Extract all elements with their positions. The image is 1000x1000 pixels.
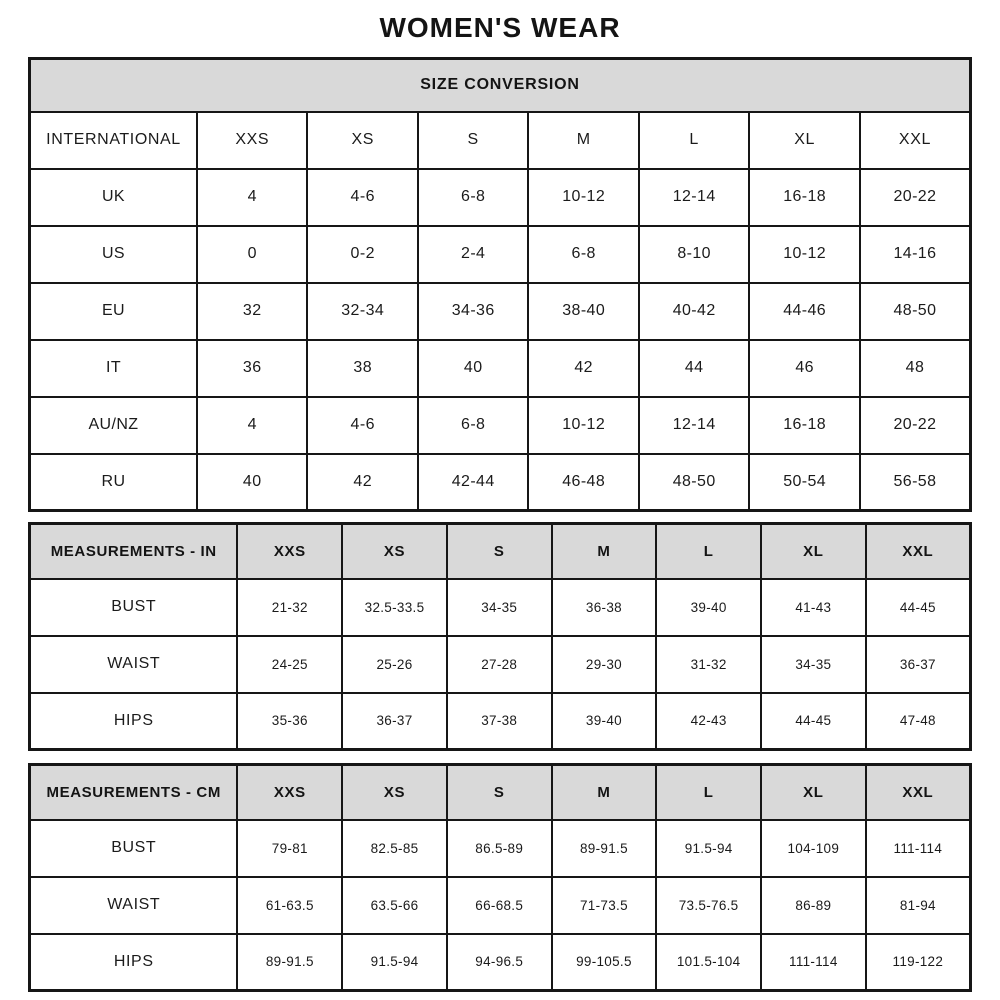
value-cell: 44-45: [866, 579, 971, 636]
value-cell: 66-68.5: [447, 877, 552, 934]
measurements-inches-table: [28, 522, 972, 751]
value-cell: 81-94: [866, 877, 971, 934]
value-cell: 20-22: [860, 169, 971, 226]
value-cell: 48: [860, 340, 971, 397]
row-label: RU: [30, 454, 197, 511]
value-cell: 38: [307, 340, 417, 397]
table-row: [30, 397, 971, 454]
size-column-header: S: [418, 112, 528, 169]
value-cell: 42-44: [418, 454, 528, 511]
value-cell: 44-45: [761, 693, 866, 750]
value-cell: 12-14: [639, 397, 749, 454]
value-cell: 39-40: [552, 693, 657, 750]
value-cell: 0: [197, 226, 307, 283]
value-cell: 111-114: [866, 820, 971, 877]
value-cell: 21-32: [237, 579, 342, 636]
size-column-header: XS: [307, 112, 417, 169]
value-cell: 32.5-33.5: [342, 579, 447, 636]
row-label: IT: [30, 340, 197, 397]
value-cell: 36-38: [552, 579, 657, 636]
value-cell: 4: [197, 169, 307, 226]
value-cell: 89-91.5: [552, 820, 657, 877]
size-column-header: XL: [761, 524, 866, 579]
table-header-row: [30, 524, 971, 579]
size-column-header: XXL: [860, 112, 971, 169]
row-label: WAIST: [30, 636, 238, 693]
value-cell: 27-28: [447, 636, 552, 693]
size-column-header: L: [656, 765, 761, 820]
size-column-header: L: [639, 112, 749, 169]
value-cell: 10-12: [528, 169, 638, 226]
value-cell: 16-18: [749, 169, 859, 226]
size-column-header: XXL: [866, 524, 971, 579]
row-label: US: [30, 226, 197, 283]
table-row: [30, 169, 971, 226]
row-label: HIPS: [30, 693, 238, 750]
value-cell: 101.5-104: [656, 934, 761, 991]
table-row: [30, 693, 971, 750]
row-label: AU/NZ: [30, 397, 197, 454]
value-cell: 37-38: [447, 693, 552, 750]
value-cell: 48-50: [860, 283, 971, 340]
value-cell: 34-35: [447, 579, 552, 636]
row-label: HIPS: [30, 934, 238, 991]
row-label-header: MEASUREMENTS - CM: [30, 765, 238, 820]
size-column-header: XL: [749, 112, 859, 169]
page-title: WOMEN'S WEAR: [379, 12, 621, 43]
table-row: [30, 454, 971, 511]
value-cell: 61-63.5: [237, 877, 342, 934]
value-cell: 63.5-66: [342, 877, 447, 934]
value-cell: 50-54: [749, 454, 859, 511]
table-row: [30, 340, 971, 397]
value-cell: 104-109: [761, 820, 866, 877]
value-cell: 42-43: [656, 693, 761, 750]
value-cell: 56-58: [860, 454, 971, 511]
row-label: WAIST: [30, 877, 238, 934]
value-cell: 42: [528, 340, 638, 397]
value-cell: 14-16: [860, 226, 971, 283]
table-row: [30, 934, 971, 991]
size-column-header: XXS: [237, 524, 342, 579]
value-cell: 82.5-85: [342, 820, 447, 877]
size-column-header: XL: [761, 765, 866, 820]
size-column-header: XXS: [197, 112, 307, 169]
value-cell: 73.5-76.5: [656, 877, 761, 934]
row-label-header: MEASUREMENTS - IN: [30, 524, 238, 579]
table-title-row: [30, 59, 971, 112]
row-label: UK: [30, 169, 197, 226]
size-column-header: M: [528, 112, 638, 169]
value-cell: 39-40: [656, 579, 761, 636]
value-cell: 32-34: [307, 283, 417, 340]
value-cell: 0-2: [307, 226, 417, 283]
value-cell: 20-22: [860, 397, 971, 454]
table-row: [30, 283, 971, 340]
value-cell: 40-42: [639, 283, 749, 340]
value-cell: 34-36: [418, 283, 528, 340]
value-cell: 86.5-89: [447, 820, 552, 877]
row-label: EU: [30, 283, 197, 340]
table-header-row: [30, 112, 971, 169]
table-header-row: [30, 765, 971, 820]
value-cell: 36-37: [866, 636, 971, 693]
value-cell: 4: [197, 397, 307, 454]
value-cell: 91.5-94: [656, 820, 761, 877]
table-title: SIZE CONVERSION: [30, 59, 971, 112]
value-cell: 44: [639, 340, 749, 397]
value-cell: 12-14: [639, 169, 749, 226]
value-cell: 99-105.5: [552, 934, 657, 991]
value-cell: 94-96.5: [447, 934, 552, 991]
value-cell: 31-32: [656, 636, 761, 693]
row-label-header: INTERNATIONAL: [30, 112, 197, 169]
value-cell: 2-4: [418, 226, 528, 283]
value-cell: 32: [197, 283, 307, 340]
value-cell: 42: [307, 454, 417, 511]
value-cell: 79-81: [237, 820, 342, 877]
value-cell: 89-91.5: [237, 934, 342, 991]
table-row: [30, 226, 971, 283]
value-cell: 91.5-94: [342, 934, 447, 991]
value-cell: 36: [197, 340, 307, 397]
size-conversion-table: [28, 57, 972, 512]
value-cell: 47-48: [866, 693, 971, 750]
size-column-header: M: [552, 765, 657, 820]
table-row: [30, 636, 971, 693]
size-column-header: XXL: [866, 765, 971, 820]
value-cell: 86-89: [761, 877, 866, 934]
value-cell: 4-6: [307, 397, 417, 454]
value-cell: 41-43: [761, 579, 866, 636]
value-cell: 10-12: [528, 397, 638, 454]
value-cell: 6-8: [528, 226, 638, 283]
value-cell: 111-114: [761, 934, 866, 991]
value-cell: 40: [197, 454, 307, 511]
value-cell: 40: [418, 340, 528, 397]
value-cell: 38-40: [528, 283, 638, 340]
table-row: [30, 820, 971, 877]
size-column-header: S: [447, 765, 552, 820]
table-row: [30, 579, 971, 636]
value-cell: 119-122: [866, 934, 971, 991]
size-column-header: M: [552, 524, 657, 579]
value-cell: 25-26: [342, 636, 447, 693]
size-column-header: L: [656, 524, 761, 579]
value-cell: 46: [749, 340, 859, 397]
value-cell: 34-35: [761, 636, 866, 693]
value-cell: 16-18: [749, 397, 859, 454]
size-column-header: XS: [342, 524, 447, 579]
value-cell: 48-50: [639, 454, 749, 511]
value-cell: 6-8: [418, 169, 528, 226]
value-cell: 44-46: [749, 283, 859, 340]
row-label: BUST: [30, 579, 238, 636]
row-label: BUST: [30, 820, 238, 877]
value-cell: 46-48: [528, 454, 638, 511]
size-column-header: XS: [342, 765, 447, 820]
table-row: [30, 877, 971, 934]
value-cell: 71-73.5: [552, 877, 657, 934]
size-column-header: XXS: [237, 765, 342, 820]
value-cell: 10-12: [749, 226, 859, 283]
value-cell: 6-8: [418, 397, 528, 454]
measurements-cm-table: [28, 763, 972, 992]
value-cell: 29-30: [552, 636, 657, 693]
value-cell: 36-37: [342, 693, 447, 750]
value-cell: 24-25: [237, 636, 342, 693]
value-cell: 35-36: [237, 693, 342, 750]
value-cell: 4-6: [307, 169, 417, 226]
size-column-header: S: [447, 524, 552, 579]
value-cell: 8-10: [639, 226, 749, 283]
